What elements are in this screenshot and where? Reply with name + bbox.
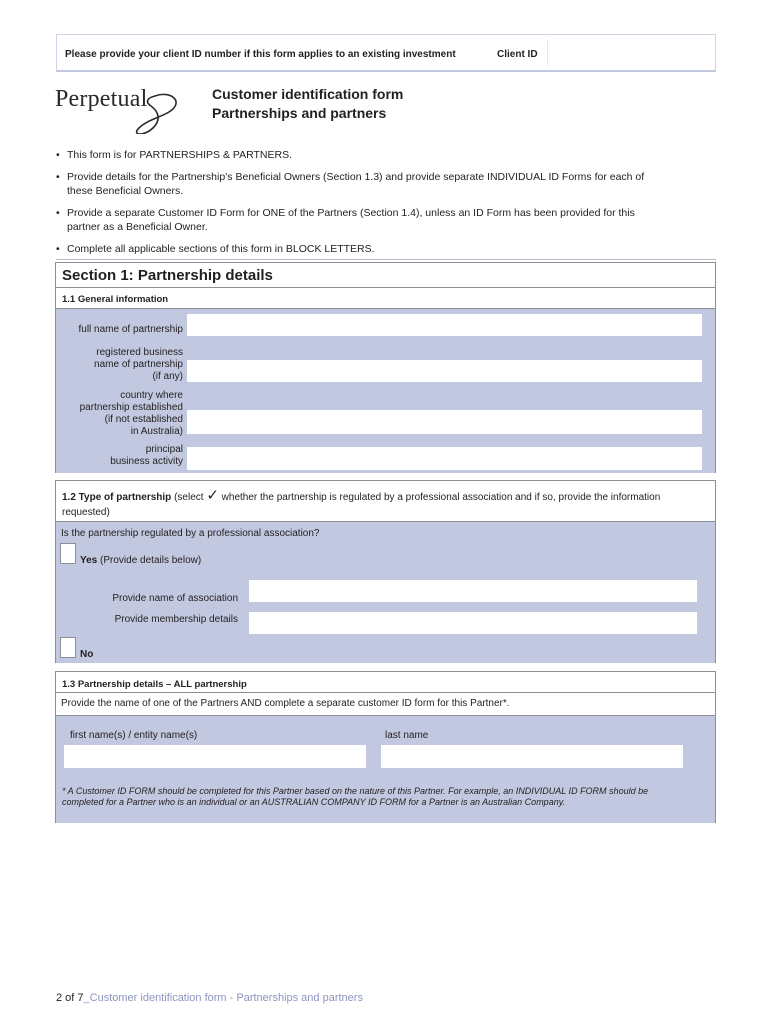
partnership-details-instruction: Provide the name of one of the Partners AND complete a separate customer ID form for this Partner*. [61, 698, 510, 709]
section1-general-box [55, 262, 716, 473]
partner-name-panel [56, 715, 715, 823]
partner-footnote: * A Customer ID FORM should be completed for this Partner based on the nature of this Partner. For example, an INDIVIDUAL ID FORM should be completed for a Partner who is an individual or an AUSTRALIAN COMPANY ID FORM for a Partner is an Australian Company. [62, 786, 649, 807]
no-option: No [80, 649, 94, 660]
full-name-input[interactable] [187, 314, 702, 336]
membership-details-input[interactable] [249, 612, 697, 634]
business-name-label: registered business name of partnership (if any) [94, 347, 183, 382]
instructions-list [56, 148, 696, 264]
business-name-input[interactable] [187, 360, 702, 382]
last-name-input[interactable] [381, 745, 683, 768]
partnership-type-heading: 1.2 Type of partnership (select ✓ whether the partnership is regulated by a professional association and if so, provide the information requested) [62, 487, 661, 518]
instruction-item: • Complete all applicable sections of this form in BLOCK LETTERS. [56, 242, 696, 256]
client-id-label: Client ID [497, 49, 538, 60]
yes-checkbox[interactable] [60, 543, 76, 564]
full-name-label: full name of partnership [78, 324, 183, 335]
last-name-label: last name [385, 730, 429, 741]
page-footer: 2 of 7_Customer identification form - Partnerships and partners [56, 992, 363, 1004]
partnership-details-heading: 1.3 Partnership details – ALL partnership [62, 679, 247, 690]
yes-option: Yes (Provide details below) [80, 555, 202, 566]
no-checkbox[interactable] [60, 637, 76, 658]
first-name-label: first name(s) / entity name(s) [70, 730, 198, 741]
perpetual-logo: Perpetual [55, 86, 148, 112]
general-info-panel [56, 308, 715, 473]
section1-title: Section 1: Partnership details [62, 267, 273, 284]
form-title-line1: Customer identification form [212, 86, 404, 102]
client-id-input[interactable] [547, 39, 712, 67]
partnership-type-box [55, 480, 716, 663]
form-title [212, 85, 403, 123]
general-info-heading: 1.1 General information [62, 294, 169, 305]
business-activity-input[interactable] [187, 447, 702, 470]
partnership-details-box [55, 671, 716, 823]
partnership-type-panel [56, 521, 715, 663]
first-name-input[interactable] [64, 745, 366, 768]
instruction-item: • Provide details for the Partnership’s Beneficial Owners (Section 1.3) and provide separate INDIVIDUAL ID Forms for each of these Beneficial Owners. [56, 170, 657, 198]
client-id-bar [56, 34, 716, 72]
client-id-note: Please provide your client ID number if this form applies to an existing investment [65, 49, 456, 60]
instruction-item: • Provide a separate Customer ID Form for ONE of the Partners (Section 1.4), unless an ID Form has been provided for this partner as a Beneficial Owner. [56, 206, 667, 234]
association-name-input[interactable] [249, 580, 697, 602]
tick-icon: ✓ [206, 487, 219, 504]
country-input[interactable] [187, 410, 702, 434]
footer-title: Customer identification form - Partnerships and partners [89, 992, 363, 1004]
form-title-line2: Partnerships and partners [212, 105, 387, 121]
country-label: country where partnership established (if not established in Australia) [79, 390, 183, 437]
regulated-question: Is the partnership regulated by a professional association? [61, 528, 320, 539]
business-activity-label: principal business activity [110, 444, 183, 467]
divider [56, 259, 716, 260]
perpetual-logo-mark-icon [125, 92, 183, 134]
association-name-label: Provide name of association [112, 593, 238, 604]
instruction-item: • This form is for PARTNERSHIPS & PARTNERS. [56, 148, 696, 162]
membership-details-label: Provide membership details [114, 614, 238, 625]
page-number: 2 of 7 [56, 992, 84, 1004]
